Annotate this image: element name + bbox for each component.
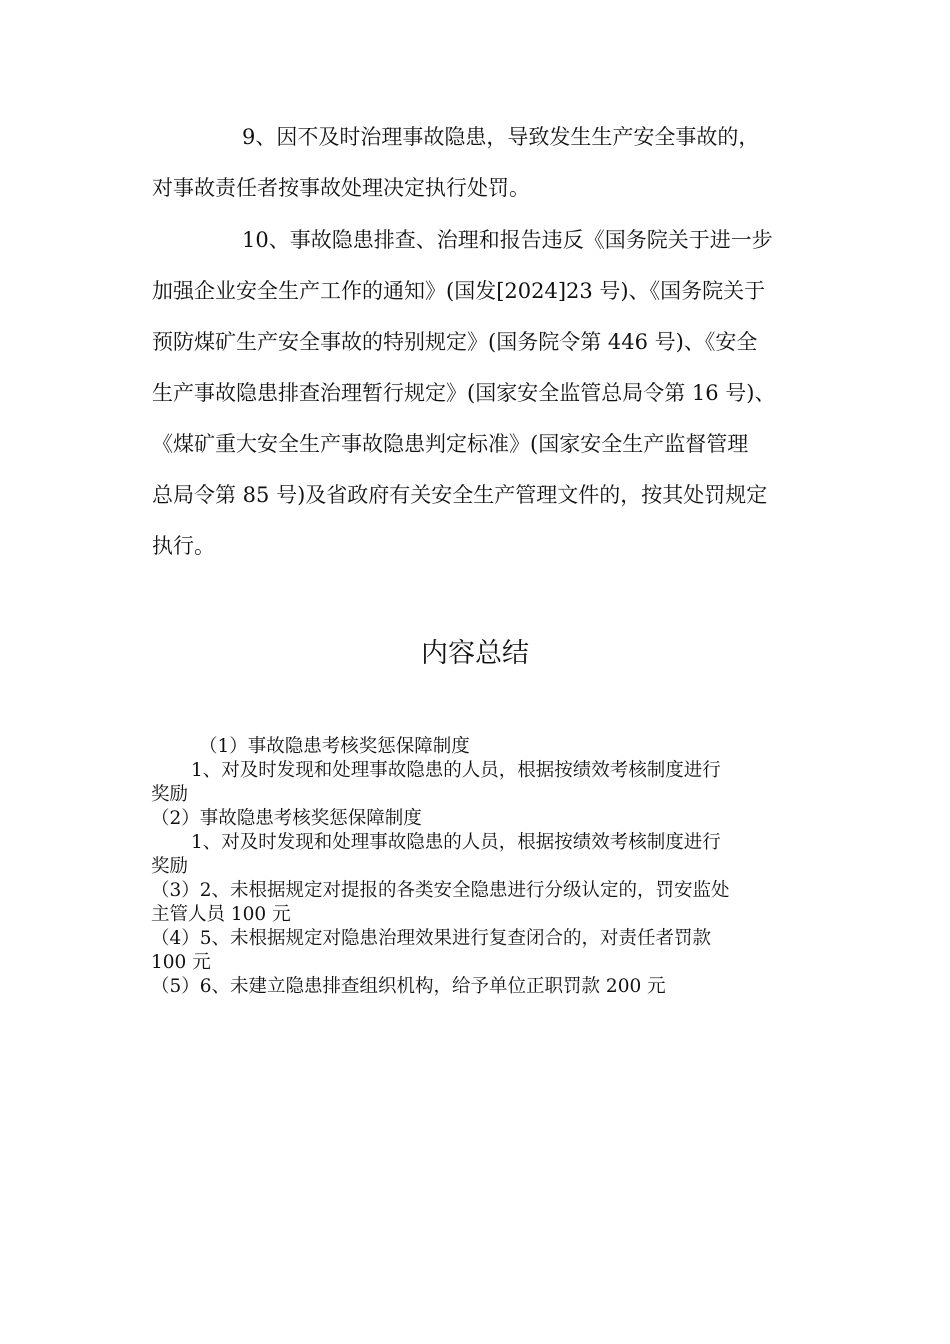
- summary-line: 奖励: [151, 856, 189, 877]
- summary-line: （3）2、未根据规定对提报的各类安全隐患进行分级认定的，罚安监处: [151, 880, 730, 901]
- summary-line: （5）6、未建立隐患排查组织机构，给予单位正职罚款 200 元: [151, 976, 666, 997]
- summary-line: （1）事故隐患考核奖惩保障制度: [199, 736, 470, 757]
- summary-title: 内容总结: [421, 638, 529, 669]
- paragraph-line: 生产事故隐患排查治理暂行规定》(国家安全监管总局令第 16 号)、: [152, 381, 776, 405]
- summary-line: 1、对及时发现和处理事故隐患的人员，根据按绩效考核制度进行: [191, 832, 721, 853]
- summary-line: （4）5、未根据规定对隐患治理效果进行复查闭合的，对责任者罚款: [151, 928, 712, 949]
- summary-list: [151, 735, 811, 999]
- paragraph-line: 10、事故隐患排查、治理和报告违反《国务院关于进一步: [242, 228, 773, 252]
- summary-line: （2）事故隐患考核奖惩保障制度: [151, 808, 422, 829]
- summary-line: 1、对及时发现和处理事故隐患的人员，根据按绩效考核制度进行: [191, 760, 721, 781]
- paragraph-line: 《煤矿重大安全生产事故隐患判定标准》(国家安全生产监督管理: [152, 432, 749, 456]
- paragraph-line: 总局令第 85 号)及省政府有关安全生产管理文件的，按其处罚规定: [152, 483, 768, 507]
- paragraph-line: 加强企业安全生产工作的通知》(国发[2024]23 号)、《国务院关于: [152, 279, 766, 303]
- summary-line: 奖励: [151, 784, 189, 805]
- paragraph-line: 对事故责任者按事故处理决定执行处罚。: [152, 176, 530, 200]
- summary-line: 100 元: [151, 952, 211, 973]
- paragraph-10: [152, 215, 802, 572]
- paragraph-line: 执行。: [152, 534, 215, 558]
- paragraph-line: 9、因不及时治理事故隐患，导致发生生产安全事故的，: [242, 125, 760, 149]
- paragraph-9: [152, 112, 802, 214]
- paragraph-line: 预防煤矿生产安全事故的特别规定》(国务院令第 446 号)、《安全: [152, 330, 758, 354]
- summary-line: 主管人员 100 元: [151, 904, 291, 925]
